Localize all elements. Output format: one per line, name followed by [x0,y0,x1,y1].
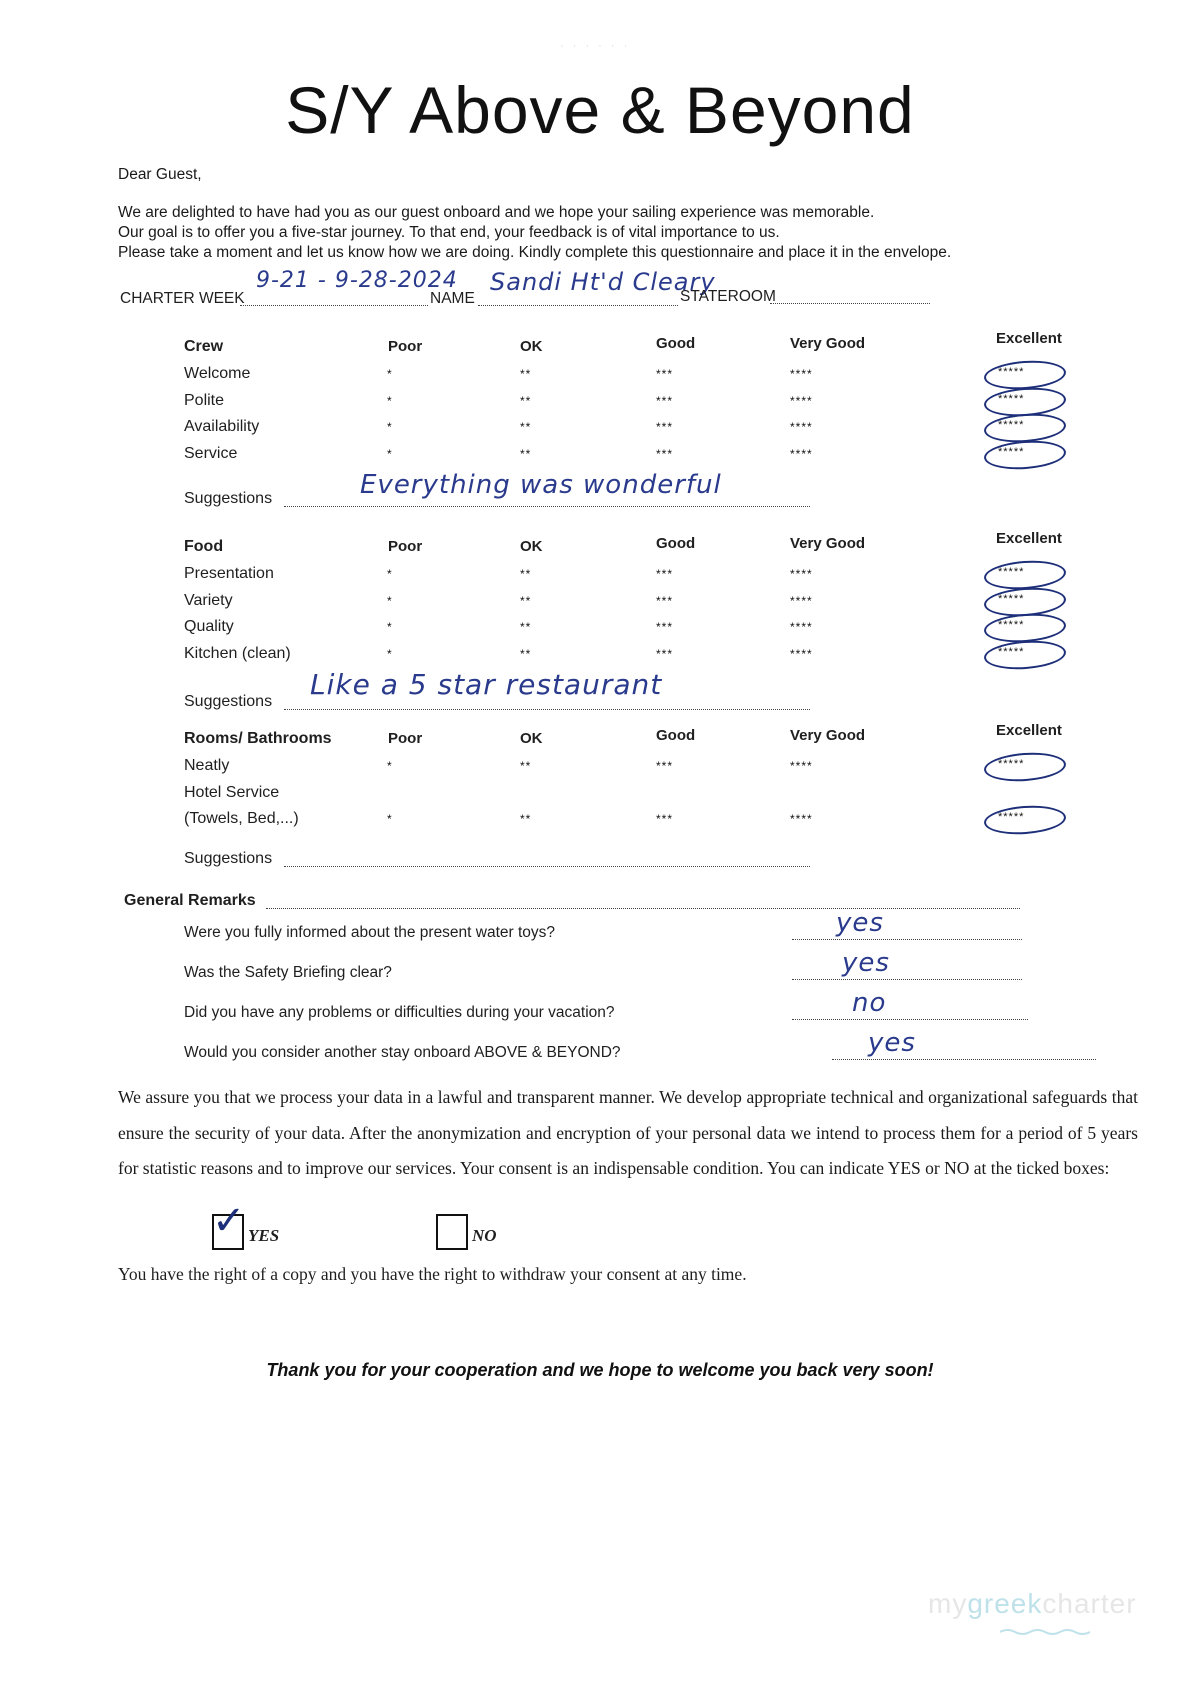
rating-item-label: Presentation [184,565,274,582]
rating-stars[interactable]: * [387,420,393,434]
rating-stars[interactable]: * [387,812,393,826]
scale-header: OK [520,338,543,355]
scale-header: Excellent [996,722,1062,739]
scale-header: Poor [388,338,423,355]
rating-stars[interactable]: *** [656,393,674,408]
rating-stars[interactable]: ** [520,420,532,434]
rating-stars[interactable]: **** [790,367,813,381]
rating-stars[interactable]: ** [520,567,532,581]
watermark-right: charter [1042,1588,1137,1619]
stateroom-label: STATEROOM [680,288,776,305]
rating-stars[interactable]: **** [790,393,813,408]
rating-stars[interactable]: * [387,620,393,634]
rating-stars[interactable]: * [387,393,393,408]
rating-stars[interactable]: *** [656,446,674,461]
section-title: Food [184,538,224,555]
rating-stars[interactable]: **** [790,593,813,608]
watermark-mid: greek [967,1588,1043,1619]
name-label: NAME [430,290,475,307]
yes-label: YES [248,1226,280,1245]
rating-stars-excellent[interactable]: ***** [998,811,1025,823]
rating-stars[interactable]: **** [790,567,813,581]
rating-stars-excellent[interactable]: ***** [998,566,1025,578]
section-title: Crew [184,338,224,355]
rating-stars-excellent[interactable]: ***** [998,419,1025,431]
charter-week-line [240,305,428,306]
suggestions-line [284,709,810,710]
scale-header: Poor [388,538,423,555]
general-remarks-line [266,908,1020,909]
excellent-circle-mark [983,438,1067,472]
remark-question: Were you fully informed about the present water toys? [184,924,556,941]
name-value: Sandi Ht'd Cleary [490,268,716,296]
suggestion-handwritten: Everything was wonderful [360,470,722,500]
rating-stars[interactable]: * [387,446,393,461]
rating-stars-excellent[interactable]: ***** [998,392,1025,405]
excellent-circle-mark [983,803,1067,837]
rating-item-label: Neatly [184,757,230,774]
rating-stars[interactable]: * [387,593,393,608]
rating-item-label: Kitchen (clean) [184,644,291,662]
rating-stars[interactable]: ** [520,812,532,826]
rating-item-label: Service [184,444,238,462]
remark-question: Did you have any problems or difficulties during your vacation? [184,1004,615,1021]
scale-header: Very Good [790,727,866,744]
remark-answer-handwritten[interactable]: yes [836,908,884,938]
remark-answer-line [832,1059,1096,1060]
rating-stars[interactable]: **** [790,646,813,661]
rating-stars-excellent[interactable]: ***** [998,758,1025,770]
rating-stars[interactable]: **** [790,812,813,826]
suggestions-line [284,866,810,867]
excellent-circle-mark [983,750,1067,784]
rating-stars[interactable]: * [387,759,393,773]
remark-answer-line [792,1019,1028,1020]
rating-stars[interactable]: ** [520,393,532,408]
excellent-circle-mark [983,411,1067,445]
scale-header: Good [656,535,696,552]
remark-answer-line [792,939,1022,940]
rating-item-sublabel: (Towels, Bed,...) [184,810,299,827]
rating-stars[interactable]: *** [656,367,674,381]
remark-question: Would you consider another stay onboard ABOVE & BEYOND? [184,1044,621,1061]
rating-stars[interactable]: ** [520,646,532,661]
remark-answer-handwritten[interactable]: no [852,988,887,1018]
scale-header: Excellent [996,530,1062,547]
suggestions-label: Suggestions [184,850,273,867]
consent-text: We assure you that we process your data in a lawful and transparent manner. We develop appropriate technical and organizational safeguards that ensure the security of your data. After the anonymization and encryption of your personal data we intend to process them for a period of 5 years for statistic reasons and to improve our services. Your consent is an indispensable condition. You can indicate YES or NO at the ticked boxes: [118,1087,1138,1178]
rating-stars-excellent[interactable]: ***** [998,619,1025,631]
closing-thanks: Thank you for your cooperation and we hope to welcome you back very soon! [266,1360,934,1380]
rating-stars[interactable]: *** [656,567,674,581]
scale-header: Poor [388,730,423,747]
rating-stars[interactable]: **** [790,620,813,634]
remark-answer-handwritten[interactable]: yes [868,1028,916,1058]
no-checkbox[interactable] [436,1214,468,1250]
rating-stars-excellent[interactable]: ***** [998,592,1025,605]
section-title: Rooms/ Bathrooms [184,730,332,747]
excellent-circle-mark [983,358,1067,392]
rating-stars[interactable]: ** [520,593,532,608]
rating-stars[interactable]: * [387,567,393,581]
intro-line-3: Please take a moment and let us know how we are doing. Kindly complete this questionnaire and place it in the envelope. [118,244,952,261]
rating-stars[interactable]: **** [790,759,813,773]
rating-stars[interactable]: * [387,646,393,661]
suggestion-handwritten: Like a 5 star restaurant [310,668,663,701]
suggestions-line [284,506,810,507]
rating-item-label: Variety [184,591,233,609]
watermark-left: my [928,1588,968,1619]
rating-stars[interactable]: *** [656,593,674,608]
rating-stars[interactable]: *** [656,646,674,661]
general-remarks-label: General Remarks [124,892,256,909]
name-line [478,305,678,306]
remark-answer-handwritten[interactable]: yes [842,948,890,978]
scale-header: OK [520,730,543,747]
document-title: S/Y Above & Beyond [285,73,915,147]
watermark-logo [928,1588,1137,1620]
check-mark-icon: ✓ [212,1198,246,1244]
scale-header: Very Good [790,335,866,352]
excellent-circle-mark [983,558,1067,592]
consent-footer: You have the right of a copy and you have the right to withdraw your consent at any time. [118,1264,747,1284]
intro-line-2: Our goal is to offer you a five-star journey. To that end, your feedback is of vital importance to us. [118,224,780,241]
scale-header: Excellent [996,330,1062,347]
rating-stars[interactable]: **** [790,420,813,434]
excellent-circle-mark [983,611,1067,645]
rating-stars[interactable]: *** [656,420,674,434]
suggestions-label: Suggestions [184,693,273,710]
rating-item-label: Hotel Service [184,783,280,801]
stateroom-line [770,303,930,304]
rating-stars[interactable]: *** [656,620,674,634]
scan-mark: · · · · · · [560,40,631,52]
rating-item-label: Availability [184,418,260,435]
charter-week-label: CHARTER WEEK [120,290,245,307]
remark-answer-line [792,979,1022,980]
rating-stars[interactable]: ** [520,620,532,634]
rating-item-label: Welcome [184,365,251,382]
rating-stars[interactable]: * [387,367,393,381]
intro-line-1: We are delighted to have had you as our guest onboard and we hope your sailing experience was memorable. [118,204,875,221]
suggestions-label: Suggestions [184,490,273,507]
rating-stars-excellent[interactable]: ***** [998,645,1025,658]
rating-stars[interactable]: ** [520,446,532,461]
remark-question: Was the Safety Briefing clear? [184,964,392,981]
excellent-circle-mark [983,638,1067,672]
rating-item-label: Quality [184,618,234,635]
rating-stars-excellent[interactable]: ***** [998,445,1025,458]
rating-stars[interactable]: *** [656,759,674,773]
scale-header: Good [656,335,696,352]
rating-stars[interactable]: ** [520,759,532,773]
watermark-wave-icon [1000,1628,1090,1636]
charter-week-value: 9-21 - 9-28-2024 [256,268,458,293]
rating-stars[interactable]: ** [520,367,532,381]
salutation: Dear Guest, [118,166,202,183]
rating-stars[interactable]: *** [656,812,674,826]
scale-header: Very Good [790,535,866,552]
scale-header: Good [656,727,696,744]
rating-stars-excellent[interactable]: ***** [998,366,1025,378]
rating-stars[interactable]: **** [790,446,813,461]
scale-header: OK [520,538,543,555]
no-label: NO [472,1226,497,1245]
rating-item-label: Polite [184,391,225,409]
